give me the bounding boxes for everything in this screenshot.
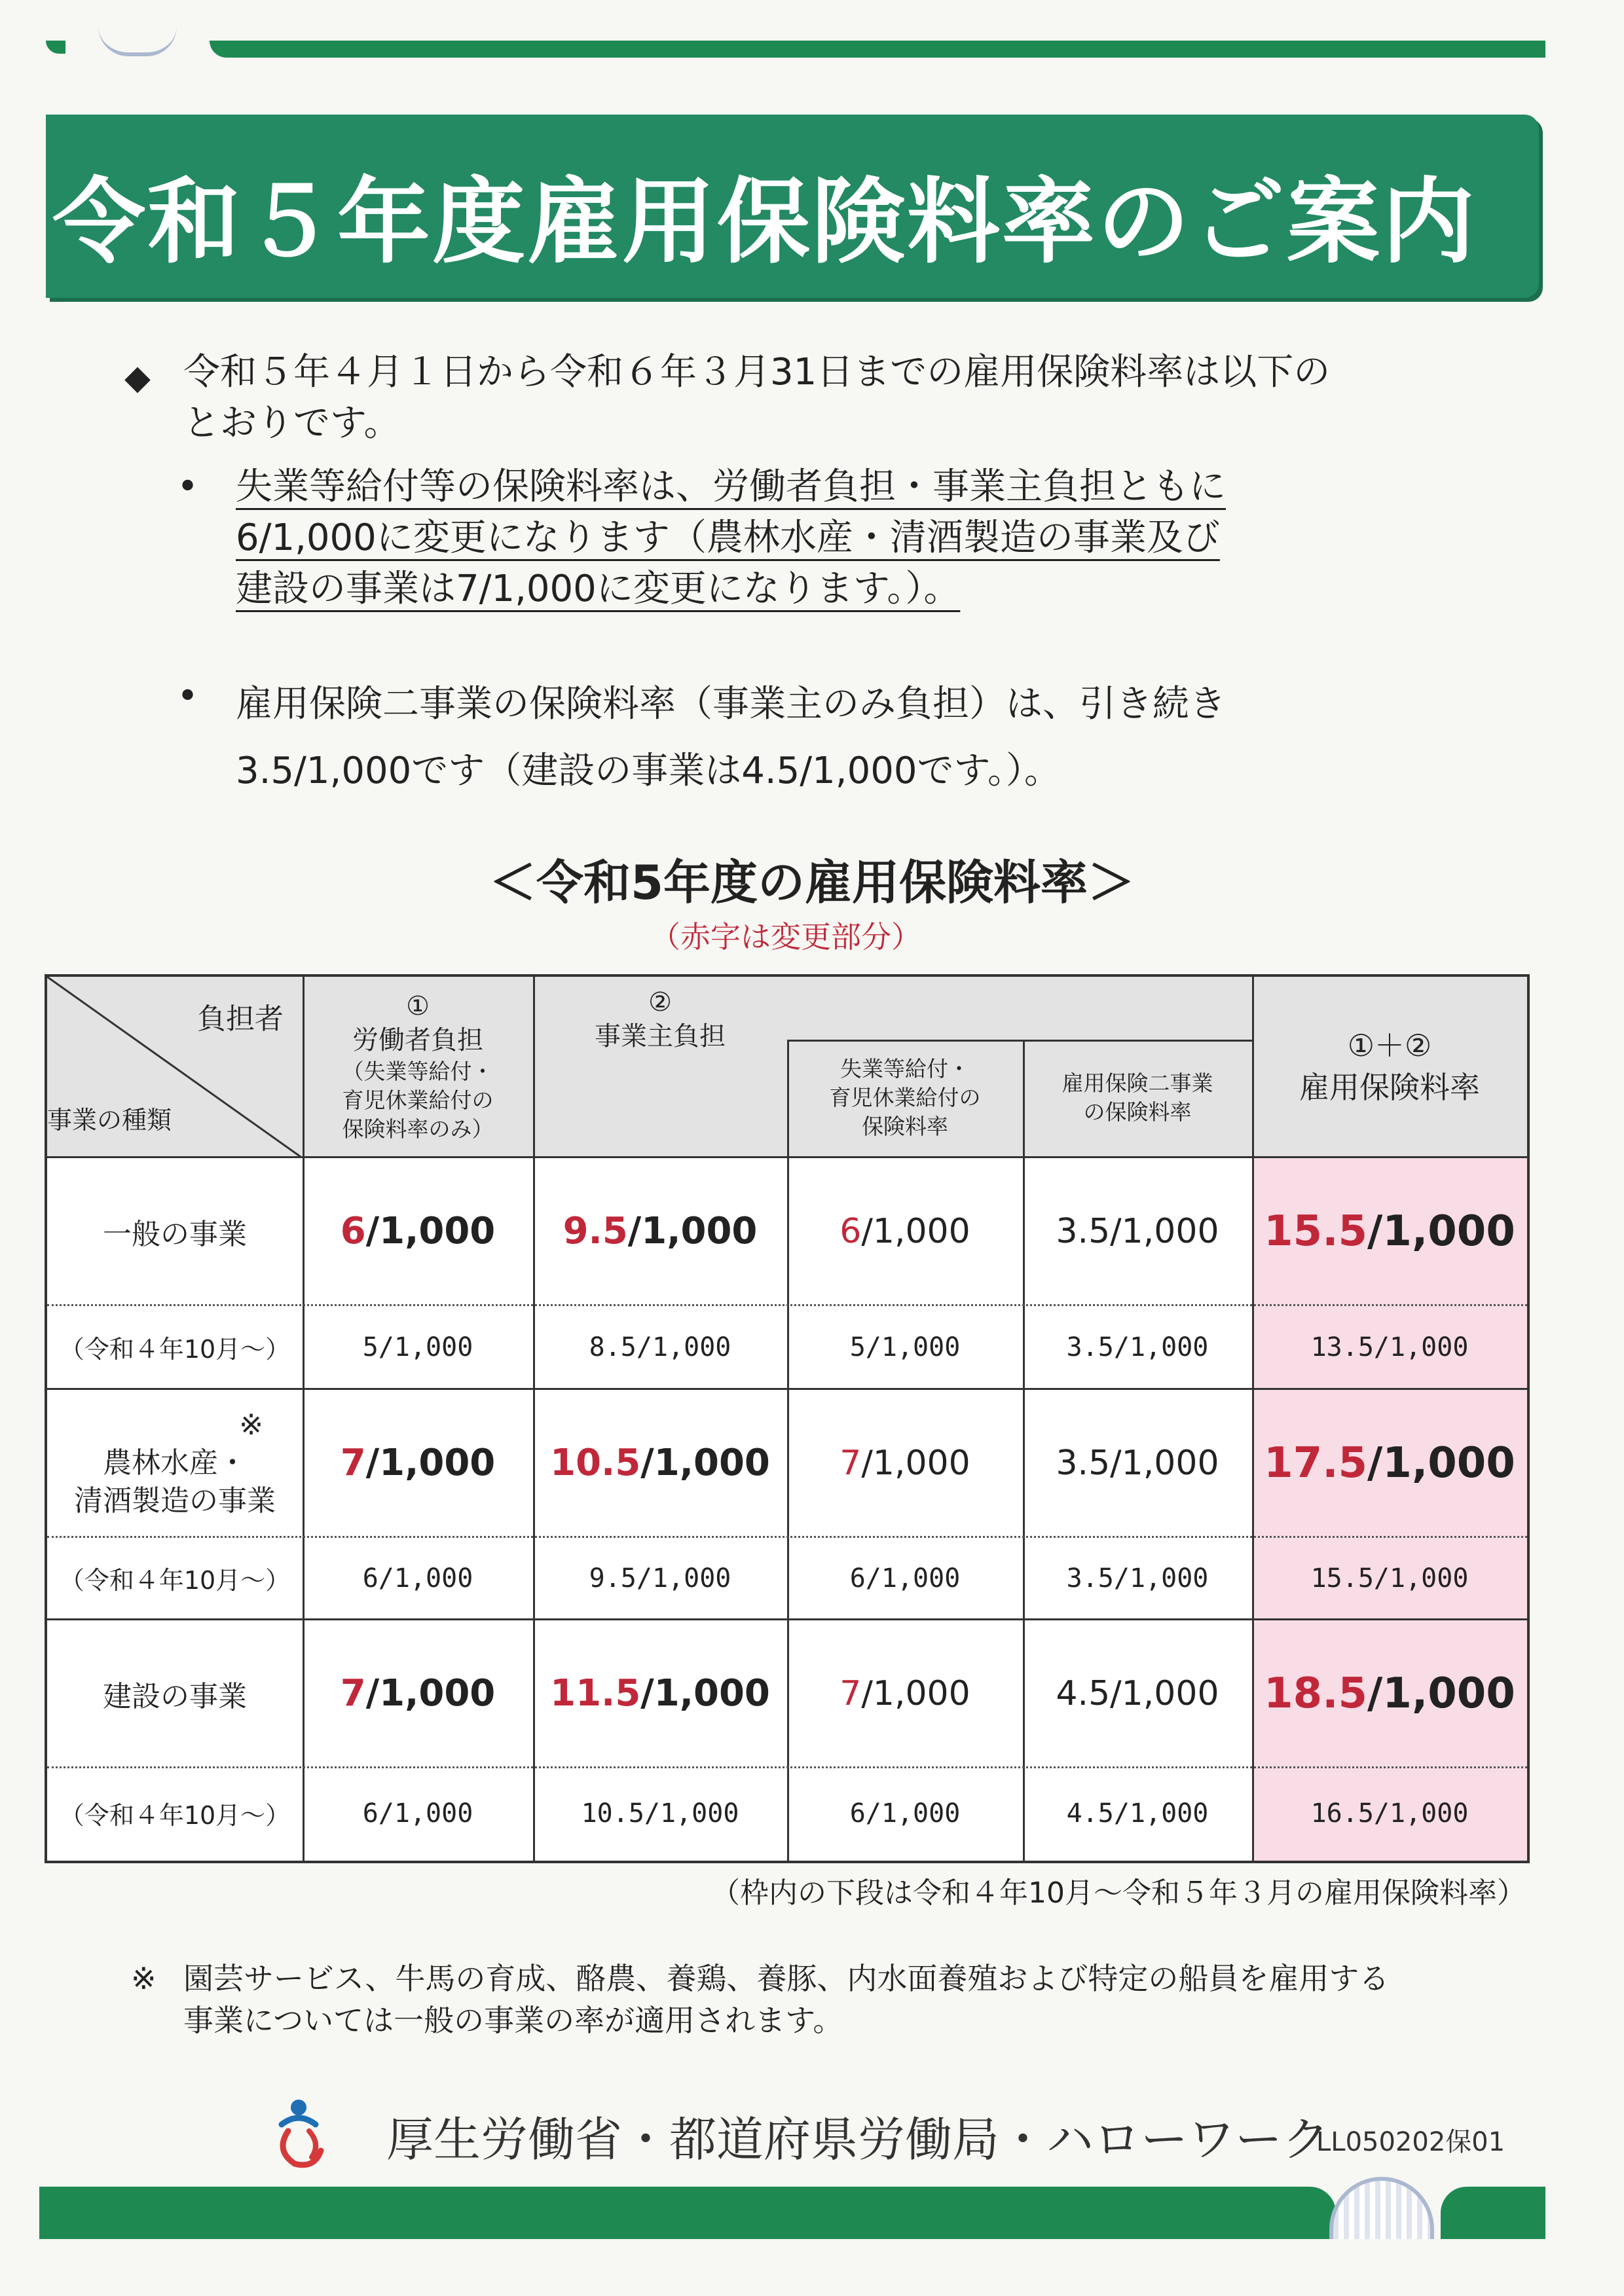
- footnote-line: 事業については一般の事業の率が適用されます。: [183, 2003, 843, 2038]
- document-code: LL050202保01: [1316, 2127, 1505, 2157]
- title-banner: [46, 115, 1539, 298]
- header-sub: の保険料率: [1083, 1099, 1192, 1125]
- rate-total: 15.5 /1,000: [1264, 1207, 1515, 1256]
- rate-worker: 6 /1,000: [340, 1210, 496, 1252]
- top-decor-bar: [210, 41, 1545, 58]
- header-sub: 育児休業給付の: [829, 1085, 981, 1110]
- prev-rate: 5/1,000: [849, 1332, 961, 1362]
- rate-employer: 9.5 /1,000: [563, 1210, 758, 1252]
- header-number: ①＋②: [1347, 1028, 1432, 1063]
- footnote: [131, 1958, 1441, 2041]
- rate-employer-two-projects: 3.5/1,000: [1056, 1211, 1219, 1251]
- bottom-decor-bar-right: [1441, 2187, 1545, 2239]
- ministry-name: 厚生労働省・都道府県労働局・ハローワーク: [386, 2112, 1330, 2167]
- prev-rate: 6/1,000: [362, 1563, 473, 1594]
- header-title: 事業主負担: [595, 1021, 726, 1051]
- ministry-logo-icon: [268, 2098, 329, 2170]
- bullet-line: 建設の事業は7/1,000に変更になります。）。: [236, 568, 961, 610]
- prev-rate: 9.5/1,000: [589, 1563, 731, 1594]
- header-sub: 失業等給付・: [840, 1056, 970, 1082]
- rate-table: [45, 974, 1530, 1863]
- bullet-item-two-projects: [177, 671, 1349, 805]
- row-label-mark: ※: [239, 1408, 263, 1442]
- header-employer-two-projects: [1023, 1040, 1252, 1156]
- rate-total: 18.5 /1,000: [1264, 1669, 1515, 1718]
- header-worker: [303, 977, 533, 1156]
- table-subtitle: （赤字は変更部分）: [650, 919, 921, 955]
- rate-worker: 7 /1,000: [340, 1672, 496, 1715]
- rate-employer: 11.5 /1,000: [550, 1672, 770, 1715]
- diamond-bullet-icon: ◆: [124, 358, 151, 397]
- intro-line: とおりです。: [183, 402, 401, 445]
- bullet-line: 失業等給付等の保険料率は、労働者負担・事業主負担ともに: [236, 465, 1226, 508]
- bullet-line: 6/1,000に変更になります（農林水産・清酒製造の事業及び: [236, 517, 1220, 559]
- header-number: ②: [648, 987, 672, 1017]
- rate-employer-benefit: 7 /1,000: [840, 1673, 970, 1713]
- prev-row-label: （令和４年10月～）: [59, 1335, 291, 1364]
- bullet-line: 3.5/1,000です（建設の事業は4.5/1,000です。）。: [236, 750, 1061, 792]
- prev-rate: 6/1,000: [849, 1798, 961, 1829]
- header-sub: （失業等給付・: [342, 1059, 494, 1084]
- row-label: [47, 1390, 303, 1536]
- page-title: 令和５年度雇用保険料率のご案内: [52, 168, 1477, 276]
- top-decor-left: [46, 41, 65, 54]
- header-sub: 育児休業給付の: [342, 1087, 494, 1113]
- prev-row-label: （令和４年10月～）: [59, 1566, 291, 1595]
- bottom-decor-circle: [1329, 2177, 1434, 2239]
- intro-line: 令和５年４月１日から令和６年３月31日までの雇用保険料率は以下の: [183, 351, 1331, 393]
- bullet-dot-icon: •: [177, 465, 199, 508]
- rate-employer-benefit: 7 /1,000: [840, 1443, 970, 1483]
- rate-employer-two-projects: 4.5/1,000: [1056, 1673, 1219, 1713]
- prev-rate: 4.5/1,000: [1066, 1798, 1209, 1829]
- footnote-mark: ※: [131, 1961, 157, 1996]
- bullet-line: 雇用保険二事業の保険料率（事業主のみ負担）は、引き続き: [236, 683, 1226, 725]
- bottom-decor-bar: [39, 2187, 1336, 2239]
- header-employer-benefit: [787, 1040, 1023, 1156]
- header-sub: 保険料率のみ）: [342, 1116, 494, 1142]
- row-label-line: 清酒製造の事業: [74, 1484, 276, 1518]
- bullet-item-change: [177, 462, 1283, 615]
- table-note: （枠内の下段は令和４年10月～令和５年３月の雇用保険料率）: [711, 1876, 1526, 1910]
- intro-paragraph: [124, 347, 1401, 449]
- prev-rate: 8.5/1,000: [589, 1332, 731, 1362]
- header-sub: 雇用保険二事業: [1061, 1070, 1213, 1096]
- row-label: 一般の事業: [103, 1217, 247, 1251]
- header-title: 雇用保険料率: [1299, 1070, 1480, 1105]
- rate-employer-benefit: 6 /1,000: [840, 1211, 970, 1251]
- bullet-dot-icon: •: [177, 675, 199, 718]
- header-employer: [533, 983, 787, 1055]
- header-number: ①: [406, 991, 430, 1021]
- header-total: [1252, 977, 1527, 1156]
- top-decor-circle: [98, 26, 177, 56]
- prev-rate: 13.5/1,000: [1310, 1332, 1469, 1362]
- row-label: 建設の事業: [103, 1679, 247, 1713]
- prev-rate: 3.5/1,000: [1066, 1332, 1209, 1362]
- corner-top-label: 負担者: [197, 1002, 284, 1036]
- prev-row-label: （令和４年10月～）: [59, 1801, 291, 1830]
- footnote-line: 園芸サービス、牛馬の育成、酪農、養鶏、養豚、内水面養殖および特定の船員を雇用する: [183, 1961, 1390, 1996]
- rate-total: 17.5 /1,000: [1264, 1438, 1515, 1487]
- prev-rate: 6/1,000: [362, 1798, 473, 1829]
- header-title: 労働者負担: [352, 1025, 483, 1055]
- rate-employer-two-projects: 3.5/1,000: [1056, 1443, 1219, 1483]
- corner-bottom-label: 事業の種類: [47, 1105, 172, 1135]
- rate-worker: 7 /1,000: [340, 1442, 496, 1484]
- prev-rate: 16.5/1,000: [1310, 1798, 1469, 1829]
- row-label-line: 農林水産・: [103, 1446, 247, 1480]
- prev-rate: 5/1,000: [362, 1332, 473, 1362]
- header-sub: 保険料率: [862, 1114, 948, 1139]
- table-title: ＜令和5年度の雇用保険料率＞: [489, 855, 1135, 910]
- prev-rate: 10.5/1,000: [581, 1798, 739, 1829]
- rate-employer: 10.5 /1,000: [550, 1442, 770, 1484]
- prev-rate: 3.5/1,000: [1066, 1563, 1209, 1594]
- prev-rate: 15.5/1,000: [1310, 1563, 1469, 1594]
- prev-rate: 6/1,000: [849, 1563, 961, 1594]
